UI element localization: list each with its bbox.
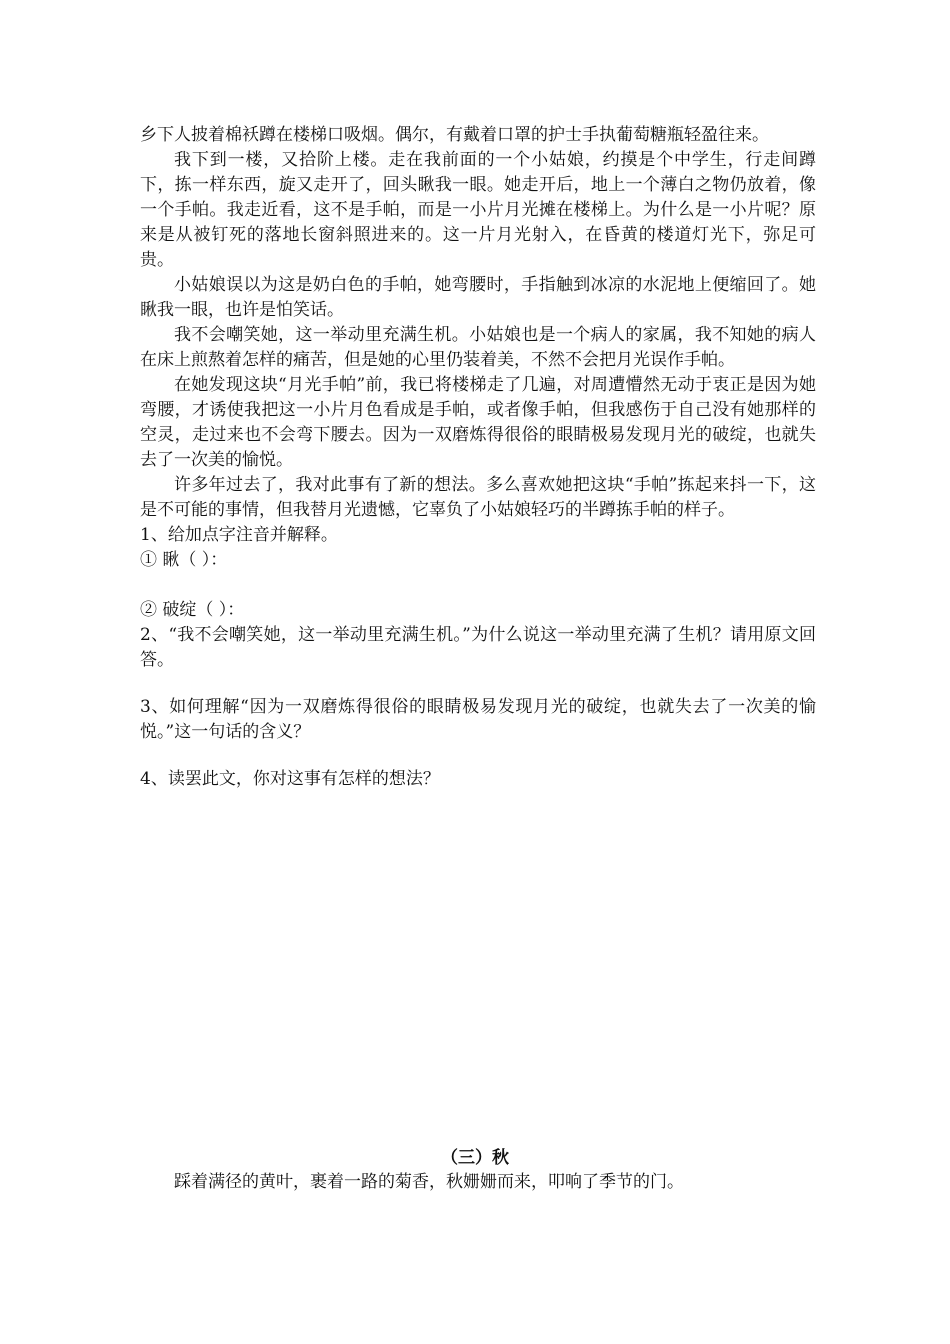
question-1a: ① 瞅（ ）：	[140, 550, 228, 570]
question-4: 4、读罢此文，你对这事有怎样的想法？	[140, 769, 440, 789]
section-title: （三）秋	[441, 1148, 509, 1168]
paragraph-3: 我不会嘲笑她，这一举动里充满生机。小姑娘也是一个病人的家属，我不知她的病人在床上煎熬着怎样的痛苦，但是她的心里仍装着美，不然不会把月光误作手帕。	[140, 325, 816, 370]
paragraph-2: 小姑娘误以为这是奶白色的手帕，她弯腰时，手指触到冰凉的水泥地上便缩回了。她瞅我一眼，也许是怕笑话。	[140, 275, 816, 320]
paragraph-0: 乡下人披着棉袄蹲在楼梯口吸烟。偶尔，有戴着口罩的护士手执葡萄糖瓶轻盈往来。	[140, 125, 769, 145]
answer-space	[140, 745, 816, 767]
paragraph-5: 许多年过去了，我对此事有了新的想法。多么喜欢她把这块“手帕”拣起来抖一下，这是不可能的事情，但我替月光遗憾，它辜负了小姑娘轻巧的半蹲拣手帕的样子。	[140, 475, 816, 520]
answer-space	[140, 573, 816, 598]
question-3: 3、如何理解“因为一双磨炼得很俗的眼睛极易发现月光的破绽，也就失去了一次美的愉悦。”这一句话的含义？	[140, 697, 816, 742]
passage-body	[140, 123, 816, 792]
paragraph-4: 在她发现这块“月光手帕”前，我已将楼梯走了几遍，对周遭懵然无动于衷正是因为她弯腰，才诱使我把这一小片月色看成是手帕，或者像手帕，但我感伤于自己没有她那样的空灵，走过来也不会弯下腰去。因为一双磨炼得很俗的眼睛极易发现月光的破绽，也就失去了一次美的愉悦。	[140, 375, 816, 470]
answer-space	[140, 673, 816, 695]
section-3-paragraph: 踩着满径的黄叶，裹着一路的菊香，秋姗姗而来，叩响了季节的门。	[174, 1172, 684, 1192]
question-2: 2、“我不会嘲笑她，这一举动里充满生机。”为什么说这一举动里充满了生机？请用原文回答。	[140, 625, 816, 670]
question-1b: ② 破绽（ ）：	[140, 600, 245, 620]
paragraph-1: 我下到一楼，又拾阶上楼。走在我前面的一个小姑娘，约摸是个中学生，行走间蹲下，拣一样东西，旋又走开了，回头瞅我一眼。她走开后，地上一个薄白之物仍放着，像一个手帕。我走近看，这不是手帕，而是一小片月光摊在楼梯上。为什么是一小片呢？原来是从被钉死的落地长窗斜照进来的。这一片月光射入，在昏黄的楼道灯光下，弥足可贵。	[140, 150, 816, 270]
question-1: 1、给加点字注音并解释。	[140, 525, 338, 545]
